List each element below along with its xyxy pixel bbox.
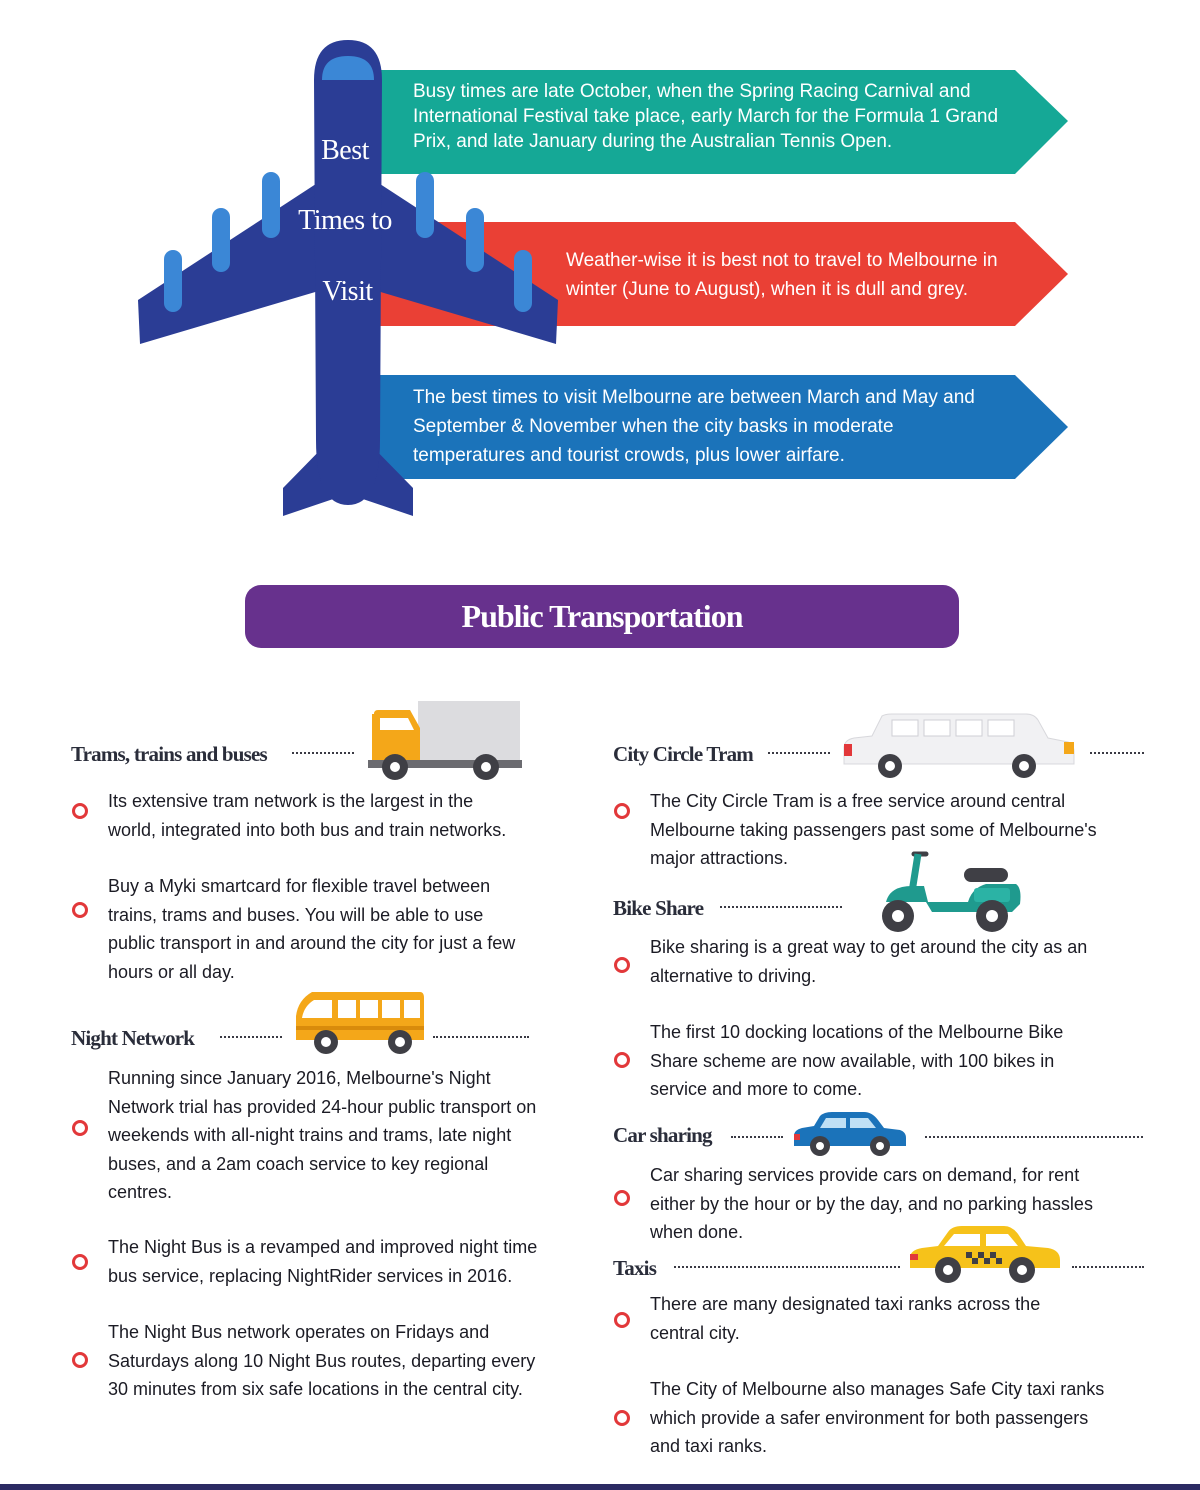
bullet-icon — [614, 957, 630, 973]
taxi-icon — [908, 1224, 1062, 1286]
bike-text-2: The first 10 docking locations of the Melbourne Bike Share scheme are now available, with 100 bikes in service and more to come. — [650, 1022, 1064, 1099]
night-text-3: The Night Bus network operates on Fridays and Saturdays along 10 Night Bus routes, departing every 30 minutes from six safe locations in the central city. — [108, 1322, 536, 1399]
bullet-icon — [614, 1190, 630, 1206]
truck-icon — [368, 700, 522, 782]
bike-text-1: Bike sharing is a great way to get around the city as an alternative to driving. — [650, 937, 1088, 986]
trams-dots — [292, 752, 354, 754]
plane-fuselage — [314, 40, 382, 505]
bullet-icon — [72, 1352, 88, 1368]
scooter-icon — [876, 848, 1026, 934]
bullet-icon — [72, 1254, 88, 1270]
bullet-icon — [72, 902, 88, 918]
bullet-icon — [614, 1410, 630, 1426]
bullet-icon — [614, 803, 630, 819]
plane-title-line-3: Visit — [322, 276, 373, 307]
bullet-icon — [614, 1312, 630, 1328]
trams-title: Trams, trains and buses — [71, 742, 267, 766]
plane-title-line-1: Best — [321, 135, 369, 166]
city-circle-dots-right — [1090, 752, 1144, 754]
banner-busy-times: Busy times are late October, when the Spring Racing Carnival and International Festival take place, early March for the Formula 1 Grand Prix, and late January during the Australian Tennis Open. — [413, 81, 999, 152]
bullet-icon — [72, 803, 88, 819]
footer-bar — [0, 1484, 1200, 1490]
trams-text-2: Buy a Myki smartcard for flexible travel between trains, trams and buses. You will be able to use public transport in and around the city for just a few hours or all day. — [108, 876, 516, 982]
night-dots-right — [433, 1036, 529, 1038]
taxis-dots-right — [1072, 1266, 1144, 1268]
city-circle-title: City Circle Tram — [613, 742, 753, 766]
banner-weather: Weather-wise it is best not to travel to Melbourne in winter (June to August), when it is dull and grey. — [566, 250, 998, 300]
taxis-dots-left — [674, 1266, 900, 1268]
public-transport-header: Public Transportation — [245, 585, 959, 648]
bullet-icon — [614, 1052, 630, 1068]
taxi-text-2: The City of Melbourne also manages Safe City taxi ranks which provide a safer environment for both passengers and taxi ranks. — [650, 1379, 1105, 1456]
bike-share-dots — [720, 906, 842, 908]
car-text-1: Car sharing services provide cars on demand, for rent either by the hour or by the day, and no parking hassles when done. — [650, 1165, 1093, 1242]
night-text-1: Running since January 2016, Melbourne's Night Network trial has provided 24-hour public transport on weekends with all-night trains and trams, late night buses, and a 2am coach service to key regional centres. — [108, 1068, 537, 1202]
bus-icon — [294, 990, 426, 1056]
taxi-text-1: There are many designated taxi ranks across the central city. — [650, 1294, 1041, 1343]
limousine-icon — [842, 712, 1076, 782]
car-sharing-dots-right — [925, 1136, 1143, 1138]
city-circle-dots-left — [768, 752, 830, 754]
car-sharing-dots-left — [731, 1136, 783, 1138]
night-text-2: The Night Bus is a revamped and improved night time bus service, replacing NightRider services in 2016. — [108, 1237, 538, 1286]
trams-text-1: Its extensive tram network is the largest in the world, integrated into both bus and train networks. — [108, 791, 507, 840]
night-dots-left — [220, 1036, 282, 1038]
taxis-title: Taxis — [613, 1256, 657, 1280]
car-icon — [792, 1110, 908, 1158]
night-network-title: Night Network — [71, 1026, 195, 1050]
car-sharing-title: Car sharing — [613, 1123, 712, 1147]
plane-title-line-2: Times to — [298, 205, 392, 236]
bike-share-title: Bike Share — [613, 896, 704, 920]
banner-best-times: The best times to visit Melbourne are between March and May and September & November when the city basks in moderate temperatures and tourist crowds, plus lower airfare. — [413, 387, 975, 466]
bullet-icon — [72, 1120, 88, 1136]
city-circle-text-1: The City Circle Tram is a free service around central Melbourne taking passengers past some of Melbourne's major attractions. — [650, 791, 1097, 868]
